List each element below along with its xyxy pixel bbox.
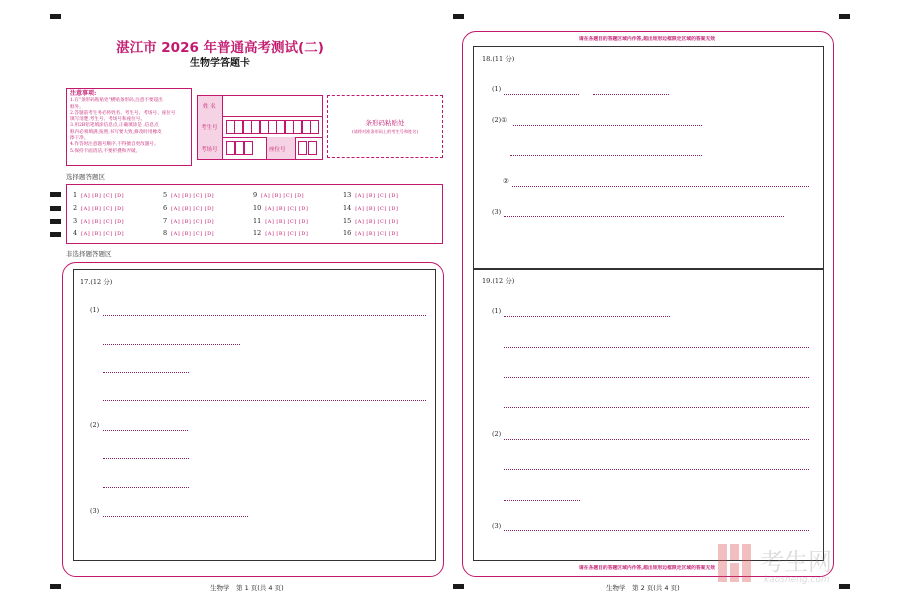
answer-line[interactable]: [593, 94, 669, 95]
answer-line[interactable]: [510, 155, 702, 156]
q19-part-2: (2): [492, 430, 502, 438]
answer-line[interactable]: [103, 315, 426, 316]
name-row: [198, 96, 322, 117]
answer-line[interactable]: [103, 516, 248, 517]
answer-line[interactable]: [103, 372, 189, 373]
notice-line: 3.用2B铅笔填涂信息点,正确填涂是 ,信息点: [70, 123, 159, 129]
barcode-area: [327, 95, 443, 158]
answer-line[interactable]: [513, 125, 702, 126]
q18-title: 18.(11 分): [482, 55, 515, 63]
q17-part-2: (2): [90, 421, 100, 429]
exam-number-label: 考生号: [201, 125, 218, 131]
mc-options[interactable]: [A] [B] [C] [D]: [171, 193, 215, 199]
mc-options[interactable]: [A] [B] [C] [D]: [171, 206, 215, 212]
notice-line: 擦干净。: [70, 136, 89, 142]
answer-line[interactable]: [103, 430, 188, 431]
registration-mark-top-right: [839, 14, 850, 19]
q19-part-3: (3): [492, 522, 502, 530]
exam-digit-box[interactable]: [310, 120, 319, 134]
timing-mark: [50, 232, 61, 237]
q18-part-3: (3): [492, 208, 502, 216]
seat-digit-box[interactable]: [298, 141, 307, 155]
mc-question[interactable]: [253, 191, 304, 199]
room-digit-box[interactable]: [244, 141, 253, 155]
answer-line[interactable]: [504, 216, 784, 217]
mc-question[interactable]: [253, 229, 308, 237]
mc-question[interactable]: [73, 191, 124, 199]
barcode-hint: (请将对准条形码上的考生号和姓名): [351, 129, 419, 134]
answer-line[interactable]: [103, 344, 240, 345]
name-label: 姓 名: [203, 104, 216, 110]
room-seat-row: [198, 137, 322, 159]
mc-options[interactable]: [A] [B] [C] [D]: [355, 231, 399, 237]
q18-part-1: (1): [492, 85, 502, 93]
mc-question[interactable]: [343, 217, 398, 225]
page2-footer: 生物学 第 2 页(共 4 页): [606, 584, 680, 592]
mc-options[interactable]: [A] [B] [C] [D]: [265, 231, 309, 237]
notice-box: [66, 88, 192, 166]
mc-question[interactable]: [343, 229, 398, 237]
q17-title: 17.(12 分): [80, 278, 113, 286]
mc-question-number: 9: [253, 191, 258, 199]
mc-question[interactable]: [163, 191, 214, 199]
mc-question-number: 7: [163, 217, 168, 225]
mc-options[interactable]: [A] [B] [C] [D]: [81, 206, 125, 212]
timing-mark: [50, 192, 61, 197]
multiple-choice-grid: [66, 184, 443, 244]
mc-question-number: 12: [253, 229, 262, 237]
q18-part-2: (2)①: [492, 116, 508, 124]
timing-mark: [50, 219, 61, 224]
page-subtitle: 生物学答题卡: [190, 58, 250, 69]
answer-line[interactable]: [103, 458, 189, 459]
q18-answer-box: [473, 46, 824, 270]
mc-question[interactable]: [163, 217, 214, 225]
mc-question-number: 2: [73, 204, 78, 212]
watermark-cn: 考生网: [760, 548, 832, 576]
mc-question[interactable]: [253, 217, 308, 225]
watermark-logo: [716, 540, 878, 586]
answer-line[interactable]: [504, 500, 580, 501]
page1-footer: 生物学 第 1 页(共 4 页): [210, 584, 284, 592]
q17-answer-box: [73, 269, 436, 561]
mc-question-number: 11: [253, 217, 262, 225]
mc-options[interactable]: [A] [B] [C] [D]: [81, 193, 125, 199]
mc-question[interactable]: [73, 217, 124, 225]
registration-mark-mid: [453, 14, 464, 19]
exam-number-row: [198, 116, 322, 138]
answer-line[interactable]: [504, 316, 670, 317]
mc-section-label: 选择题答题区: [66, 173, 105, 181]
page2-bottom-notice: 请在各题目的答题区域内作答,超出矩形边框限定区域的答案无效: [578, 566, 716, 571]
q19-title: 19.(12 分): [482, 277, 515, 285]
page-title: 湛江市 2026 年普通高考测试(二): [116, 40, 324, 56]
answer-line[interactable]: [504, 469, 809, 470]
mc-question-number: 13: [343, 191, 352, 199]
student-info-box: [197, 95, 323, 160]
room-digit-box[interactable]: [235, 141, 244, 155]
notice-line: 2.答题前考生务必将姓名、考生号、考场号、座位号: [70, 110, 176, 116]
watermark-en: kaosheng.com: [764, 575, 830, 585]
mc-options[interactable]: [A] [B] [C] [D]: [171, 231, 215, 237]
mc-question[interactable]: [343, 204, 398, 212]
q19-part-1: (1): [492, 307, 502, 315]
room-digit-box[interactable]: [226, 141, 235, 155]
notice-title: 注意事项:: [70, 90, 97, 97]
barcode-label: 条形码粘贴处: [365, 119, 405, 127]
mc-options[interactable]: [A] [B] [C] [D]: [265, 206, 309, 212]
answer-line[interactable]: [504, 439, 809, 440]
mc-options[interactable]: [A] [B] [C] [D]: [355, 193, 399, 199]
answer-line[interactable]: [504, 94, 579, 95]
q17-part-3: (3): [90, 507, 100, 515]
mc-question-number: 3: [73, 217, 78, 225]
q18-part-2b: ②: [503, 177, 509, 185]
mc-question-number: 15: [343, 217, 352, 225]
answer-line[interactable]: [504, 347, 809, 348]
answer-line[interactable]: [103, 400, 426, 401]
seat-digit-box[interactable]: [308, 141, 317, 155]
notice-line: 5.保持卡面清洁,不要折叠和弄破。: [70, 148, 141, 154]
registration-mark-top-left: [50, 14, 61, 19]
mc-options[interactable]: [A] [B] [C] [D]: [355, 206, 399, 212]
notice-line: 1.在"条形码粘贴处"横贴条形码,注意不要超出: [70, 98, 163, 104]
q17-part-1: (1): [90, 306, 100, 314]
answer-line[interactable]: [512, 186, 809, 187]
mc-question-number: 14: [343, 204, 352, 212]
mc-options[interactable]: [A] [B] [C] [D]: [81, 219, 125, 225]
seat-label: 座位号: [269, 147, 286, 153]
mc-question-number: 8: [163, 229, 168, 237]
mc-question-number: 4: [73, 229, 78, 237]
mc-question-number: 1: [73, 191, 78, 199]
mc-question[interactable]: [73, 229, 124, 237]
mc-options[interactable]: [A] [B] [C] [D]: [171, 219, 215, 225]
registration-mark-bottom-mid: [453, 584, 464, 589]
answer-line[interactable]: [504, 407, 809, 408]
q19-answer-box: [473, 268, 824, 561]
mc-question[interactable]: [73, 204, 124, 212]
mc-options[interactable]: [A] [B] [C] [D]: [261, 193, 305, 199]
mc-question-number: 5: [163, 191, 168, 199]
mc-question[interactable]: [163, 229, 214, 237]
free-section-label: 非选择题答题区: [66, 250, 112, 258]
page2-top-notice: 请在各题目的答题区域内作答,超出矩形边框限定区域的答案无效: [578, 37, 716, 42]
mc-question-number: 16: [343, 229, 352, 237]
mc-options[interactable]: [A] [B] [C] [D]: [81, 231, 125, 237]
mc-question[interactable]: [163, 204, 214, 212]
notice-line: 填写清楚,考生号、考场号和座位号。: [70, 117, 145, 123]
notice-line: 框外。: [70, 104, 84, 110]
notice-line: 框内必须填满,按照,书写要大致,修改时用橡皮: [70, 129, 162, 135]
mc-options[interactable]: [A] [B] [C] [D]: [265, 219, 309, 225]
mc-question[interactable]: [343, 191, 398, 199]
mc-question[interactable]: [253, 204, 308, 212]
watermark-logo-mark: [716, 540, 878, 586]
room-label: 考场号: [201, 147, 218, 153]
answer-line[interactable]: [103, 487, 189, 488]
mc-options[interactable]: [A] [B] [C] [D]: [355, 219, 399, 225]
answer-line[interactable]: [504, 530, 809, 531]
mc-question-number: 10: [253, 204, 262, 212]
timing-mark: [50, 206, 61, 211]
answer-line[interactable]: [504, 377, 809, 378]
registration-mark-bottom-left: [50, 584, 61, 589]
mc-question-number: 6: [163, 204, 168, 212]
notice-line: 4.作答时注意题号顺序,不得擅自更改题号。: [70, 142, 159, 148]
